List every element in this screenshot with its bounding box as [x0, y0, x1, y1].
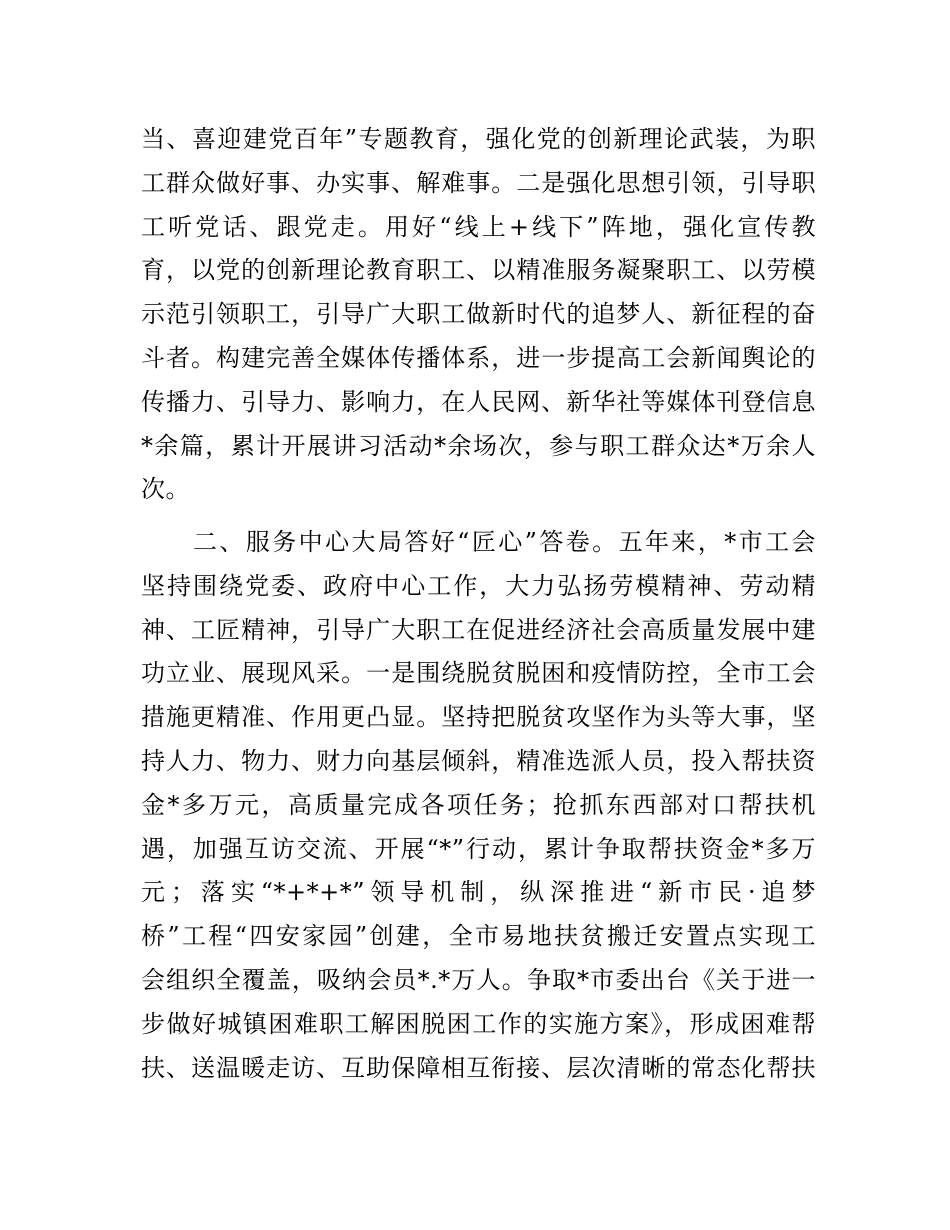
text-line: 措施更精准、作用更凸显。坚持把脱贫攻坚作为头等大事，坚	[141, 703, 816, 732]
text-line: 持人力、物力、财力向基层倾斜，精准选派人员，投入帮扶资	[141, 746, 816, 775]
text-line: 步做好城镇困难职工解困脱困工作的实施方案》，形成困难帮	[141, 1009, 816, 1038]
text-line: *余篇，累计开展讲习活动*余场次，参与职工群众达*万余人	[141, 431, 816, 460]
text-line: 坚持围绕党委、政府中心工作，大力弘扬劳模精神、劳动精	[141, 571, 816, 600]
section-heading-line: 二、服务中心大局答好“匠心”答卷。五年来，*市工会	[193, 528, 816, 556]
text-line: 工听党话、跟党走。用好“线上+线下”阵地，强化宣传教	[141, 212, 816, 241]
text-line: 传播力、引导力、影响力，在人民网、新华社等媒体刊登信息	[141, 387, 816, 416]
text-line: 金*多万元，高质量完成各项任务；抢抓东西部对口帮扶机	[141, 790, 816, 819]
text-line: 神、工匠精神，引导广大职工在促进经济社会高质量发展中建	[141, 615, 816, 644]
text-line: 次。	[141, 475, 190, 504]
text-line: 扶、送温暖走访、互助保障相互衔接、层次清晰的常态化帮扶	[141, 1053, 816, 1082]
text-line: 斗者。构建完善全媒体传播体系，进一步提高工会新闻舆论的	[141, 343, 816, 372]
text-line: 育，以党的创新理论教育职工、以精准服务凝聚职工、以劳模	[141, 256, 816, 285]
text-line: 工群众做好事、办实事、解难事。二是强化思想引领，引导职	[141, 168, 816, 197]
text-line: 当、喜迎建党百年”专题教育，强化党的创新理论武装，为职	[141, 125, 816, 153]
text-line: 桥”工程“四安家园”创建，全市易地扶贫搬迁安置点实现工	[141, 922, 816, 951]
text-line: 遇，加强互访交流、开展“*”行动，累计争取帮扶资金*多万	[141, 834, 816, 863]
text-line: 元；落实“*+*+*”领导机制，纵深推进“新市民·追梦	[141, 878, 816, 907]
text-line: 示范引领职工，引导广大职工做新时代的追梦人、新征程的奋	[141, 300, 816, 329]
paragraph-2	[141, 521, 816, 1090]
text-line: 功立业、展现风采。一是围绕脱贫脱困和疫情防控，全市工会	[141, 659, 816, 688]
paragraph-1	[141, 118, 816, 512]
text-line: 会组织全覆盖，吸纳会员*.*万人。争取*市委出台《关于进一	[141, 965, 816, 994]
